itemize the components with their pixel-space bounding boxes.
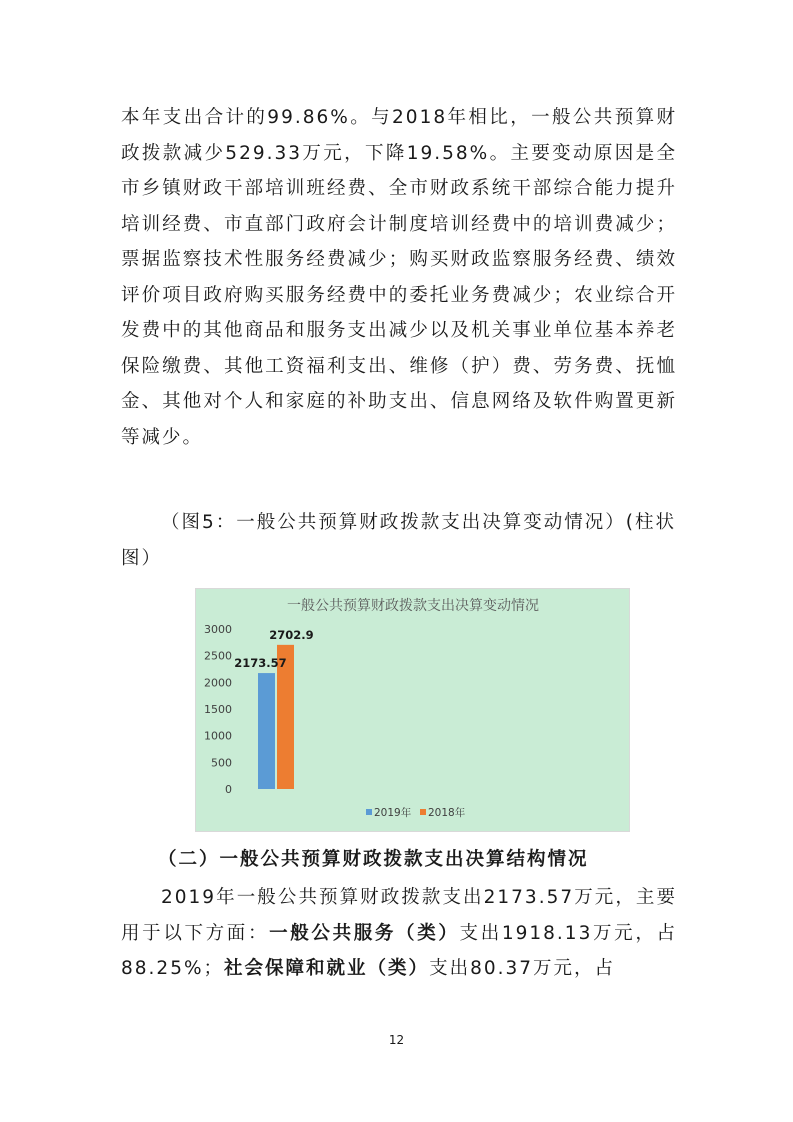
data-label-2018年: 2702.9 xyxy=(269,627,314,642)
page-number: 12 xyxy=(388,1033,405,1047)
figure-caption-text: （图5：一般公共预算财政拨款支出决算变动情况）(柱状图） xyxy=(121,512,676,569)
bar-chart xyxy=(195,588,630,832)
y-tick-label: 2500 xyxy=(204,649,232,663)
item1-label: 一般公共服务（类） xyxy=(269,922,460,944)
y-tick-label: 3000 xyxy=(204,623,232,636)
body-paragraph-1: 本年支出合计的99.86%。与2018年相比，一般公共预算财政拨款减少529.33万元，下降19.58%。主要变动原因是全市乡镇财政干部培训班经费、全市财政系统干部综合能力提升培训经费、市直部门政府会计制度培训经费中的培训费减少；票据监察技术性服务经费减少；购买财政监察服务经费、绩效评价项目政府购买服务经费中的委托业务费减少；农业综合开发费中的其他商品和服务支出减少以及机关事业单位基本养老保险缴费、其他工资福利支出、维修（护）费、劳务费、抚恤金、其他对个人和家庭的补助支出、信息网络及软件购置更新等减少。 xyxy=(121,107,677,448)
bar-2019年 xyxy=(258,673,275,789)
y-tick-label: 1000 xyxy=(204,729,232,743)
paragraph2-intro: 2019年一般公共预算财政拨款支出2173.57万元，主要用于以下方面： xyxy=(121,887,677,944)
legend-label-2018年: 2018年 xyxy=(428,807,466,819)
figure-caption xyxy=(121,505,677,576)
y-tick-label: 2000 xyxy=(204,676,232,690)
item2-label: 社会保障和就业（类） xyxy=(224,958,430,979)
y-tick-label: 500 xyxy=(211,756,232,770)
section-heading: （二）一般公共预算财政拨款支出决算结构情况 xyxy=(158,849,589,870)
data-label-2019年: 2173.57 xyxy=(234,656,287,671)
chart-title: 一般公共预算财政拨款支出决算变动情况 xyxy=(287,598,539,614)
y-tick-label: 0 xyxy=(225,783,232,796)
y-tick-label: 1500 xyxy=(204,703,232,716)
legend-swatch-2019年 xyxy=(366,809,372,815)
item1-text: 支出1918.13万元，占88.25%； xyxy=(121,922,677,979)
chart-canvas xyxy=(196,589,631,833)
legend-swatch-2018年 xyxy=(420,809,426,815)
body-paragraph-2 xyxy=(121,880,677,987)
item2-text: 支出80.37万元，占 xyxy=(429,958,616,979)
legend-label-2019年: 2019年 xyxy=(374,807,412,819)
